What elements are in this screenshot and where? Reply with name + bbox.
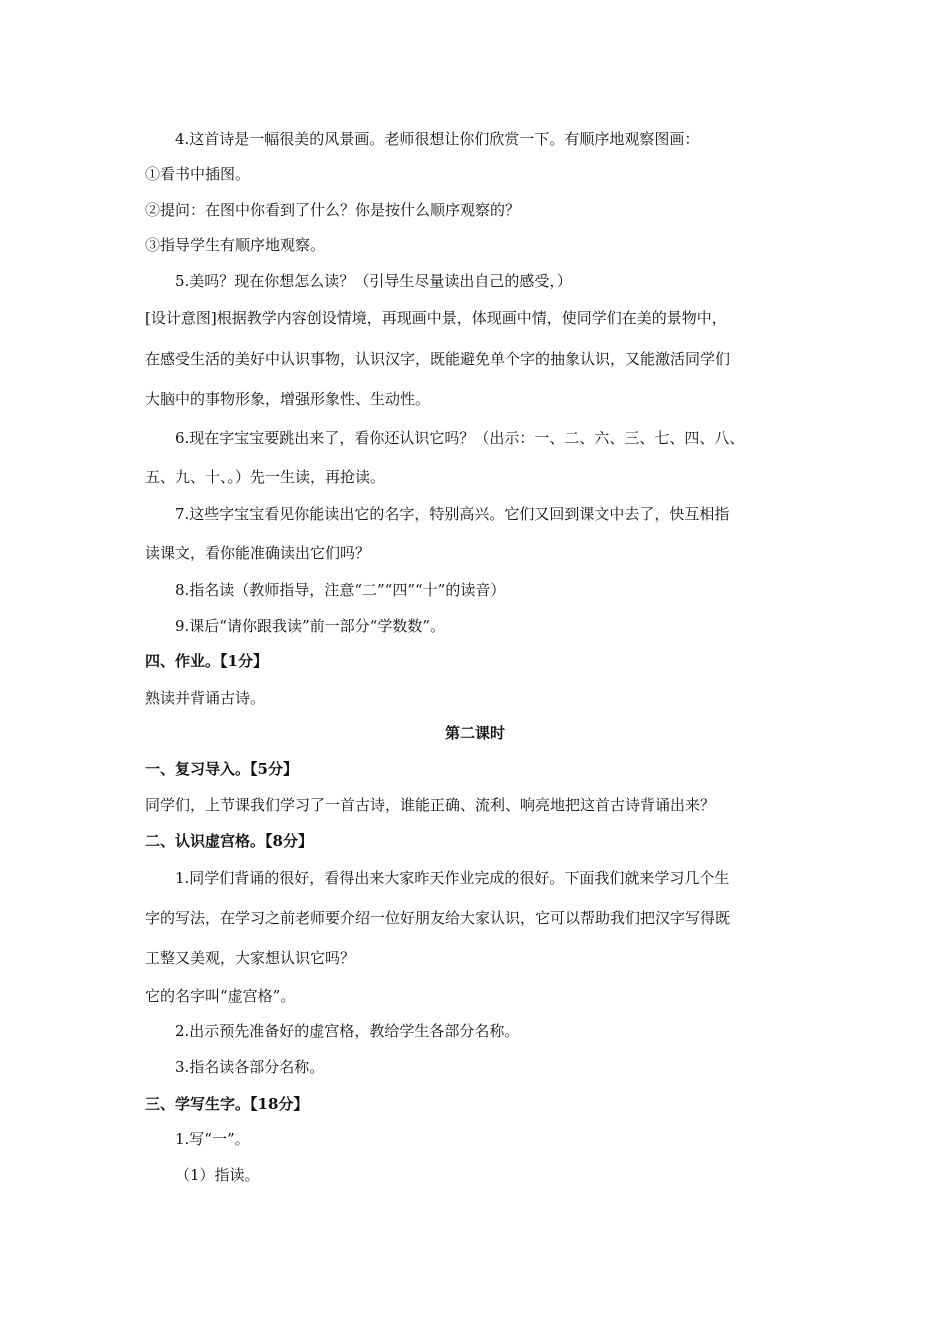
step-4-item-1: ①看书中插图。 [145, 165, 251, 183]
grid-step-2-text: 2.出示预先准备好的虚宫格，教给学生各部分名称。 [175, 1022, 520, 1040]
design-intent-line-3: 大脑中的事物形象，增强形象性、生动性。 [145, 390, 431, 408]
section-grid-heading: 二、认识虚宫格。【8分】 [145, 832, 313, 850]
writing-step-1-text: 1.写“一”。 [175, 1130, 250, 1148]
design-intent-line-1: [设计意图]根据教学内容创设情境，再现画中景，体现画中情，使同学们在美的景物中， [145, 309, 727, 327]
grid-step-3-text: 3.指名读各部分名称。 [175, 1058, 325, 1076]
section-writing-heading: 三、学写生字。【18分】 [145, 1095, 309, 1113]
section-homework-heading: 四、作业。【1分】 [145, 652, 268, 670]
review-text: 同学们，上节课我们学习了一首古诗，谁能正确、流利、响亮地把这首古诗背诵出来？ [145, 796, 716, 814]
step-4-item-2: ②提问：在图中你看到了什么？你是按什么顺序观察的？ [145, 201, 521, 219]
grid-step-1-line-2: 字的写法，在学习之前老师要介绍一位好朋友给大家认识，它可以帮助我们把汉字写得既 [145, 909, 731, 927]
step-7-line-2: 读课文，看你能准确读出它们吗？ [145, 544, 371, 562]
grid-step-1-line-3: 工整又美观，大家想认识它吗？ [145, 949, 356, 967]
homework-text: 熟读并背诵古诗。 [145, 689, 266, 707]
grid-name-text: 它的名字叫“虚宫格”。 [145, 987, 296, 1005]
step-6-line-2: 五、九、十、。）先一生读，再抢读。 [145, 468, 386, 486]
step-4-text: 4.这首诗是一幅很美的风景画。老师很想让你们欣赏一下。有顺序地观察图画： [175, 130, 700, 148]
design-intent-line-2: 在感受生活的美好中认识事物，认识汉字，既能避免单个字的抽象认识，又能激活同学们 [145, 350, 731, 368]
step-5-text: 5.美吗？现在你想怎么读？（引导生尽量读出自己的感受，） [175, 272, 572, 290]
step-4-item-3: ③指导学生有顺序地观察。 [145, 236, 326, 254]
step-6-line-1: 6.现在字宝宝要跳出来了，看你还认识它吗？（出示：一、二、六、三、七、四、八、 [175, 429, 745, 447]
lesson-two-title: 第二课时 [444, 724, 505, 742]
step-9-text: 9.课后“请你跟我读”前一部分“学数数”。 [175, 617, 445, 635]
step-7-line-1: 7.这些字宝宝看见你能读出它的名字，特别高兴。它们又回到课文中去了，快互相指 [175, 505, 730, 523]
section-review-heading: 一、复习导入。【5分】 [145, 760, 298, 778]
step-8-text: 8.指名读（教师指导，注意“二”“四”“十”的读音） [175, 581, 506, 599]
grid-step-1-line-1: 1.同学们背诵的很好，看得出来大家昨天作业完成的很好。下面我们就来学习几个生 [175, 869, 730, 887]
writing-step-1-sub-1: （1）指读。 [175, 1166, 260, 1184]
